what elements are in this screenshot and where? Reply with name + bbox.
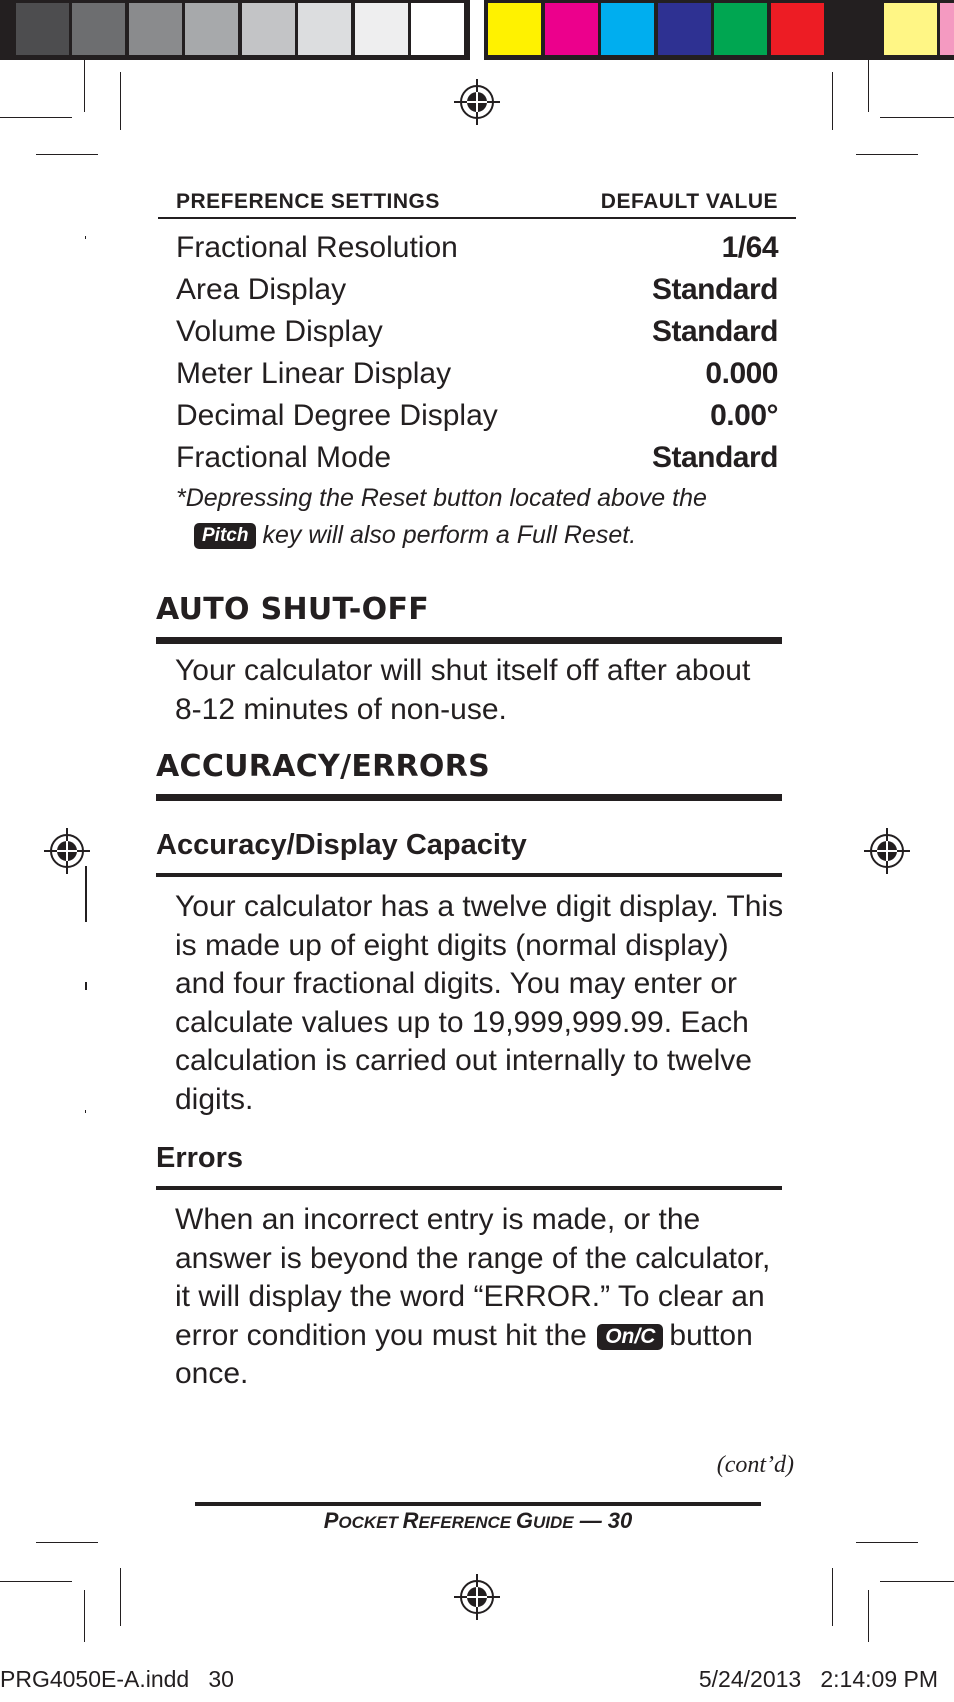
setting-name: Fractional Mode: [176, 441, 392, 474]
reset-note-line2: key will also perform a Full Reset.: [262, 521, 637, 549]
setting-default-value: 1/64: [721, 231, 778, 264]
color-swatch: [771, 3, 824, 55]
setting-name: Volume Display: [176, 315, 383, 348]
color-swatch: [16, 3, 69, 55]
registration-mark-icon: [452, 77, 502, 127]
crop-mark: [36, 154, 98, 155]
errors-body-text-end: button once.: [175, 1318, 753, 1390]
footer-letter: G: [515, 1508, 533, 1533]
setting-default-value: 0.000: [705, 357, 778, 390]
color-swatch: [129, 3, 182, 55]
color-swatch: [242, 3, 295, 55]
section-rule: [156, 637, 782, 644]
column-header-default: DEFAULT VALUE: [600, 190, 778, 213]
footer-letter-small: EFERENCE: [418, 1513, 516, 1532]
table-row: [176, 395, 778, 437]
color-swatch: [827, 3, 880, 55]
footer-letter-small: UIDE: [532, 1513, 574, 1532]
page-number: — 30: [573, 1508, 633, 1533]
setting-name: Fractional Resolution: [176, 231, 458, 264]
footer-rule: [195, 1502, 761, 1506]
crop-mark: [0, 1581, 72, 1582]
reset-note-line1: *Depressing the Reset button located above the: [176, 484, 707, 512]
errors-body: [175, 1201, 785, 1394]
color-swatch: [72, 3, 125, 55]
color-swatch: [940, 3, 954, 55]
color-swatch: [355, 3, 408, 55]
table-row: [176, 227, 778, 269]
continued-marker: (cont’d): [716, 1452, 794, 1478]
color-swatch: [658, 3, 711, 55]
section-rule: [156, 794, 782, 801]
reset-note: [176, 480, 776, 554]
setting-name: Area Display: [176, 273, 347, 306]
footer-letter-small: OCKET: [338, 1513, 403, 1532]
crop-mark: [868, 60, 869, 112]
color-swatch: [411, 3, 464, 55]
display-capacity-body: Your calculator has a twelve digit display. This is made up of eight digits (normal display) and four fractional digits. You may enter or calculate values up to 19,999,999.99. Each calculation is carried out internally to twelve digits.: [175, 890, 784, 1116]
setting-name: Meter Linear Display: [176, 357, 452, 390]
crop-mark: [84, 60, 85, 112]
fold-mark: [85, 1110, 86, 1113]
fold-mark: [85, 236, 86, 239]
crop-mark: [84, 1590, 85, 1642]
table-row: [176, 353, 778, 395]
color-swatch: [185, 3, 238, 55]
crop-mark: [832, 72, 833, 130]
setting-name: Decimal Degree Display: [176, 399, 498, 432]
table-header-rule: [158, 217, 796, 219]
color-swatch: [488, 3, 541, 55]
color-swatch: [298, 3, 351, 55]
crop-mark: [36, 1542, 98, 1543]
color-calibration-bar: [0, 0, 954, 60]
footer-letter: R: [402, 1508, 419, 1533]
color-swatch: [0, 3, 12, 55]
on-c-key-icon: On/C: [597, 1324, 663, 1350]
column-header-setting: PREFERENCE SETTINGS: [176, 190, 440, 213]
color-swatch: [545, 3, 598, 55]
subsection-rule: [156, 873, 782, 877]
subsection-title-display-capacity: Accuracy/Display Capacity: [156, 829, 527, 861]
auto-shutoff-body: Your calculator will shut itself off after about 8-12 minutes of non-use.: [175, 654, 751, 726]
fold-mark: [85, 982, 87, 990]
slug-filename: PRG4050E-A.indd 30: [0, 1666, 234, 1692]
section-title-accuracy-errors: ACCURACY/ERRORS: [156, 749, 491, 784]
preference-table: [176, 227, 778, 479]
slug-timestamp: 5/24/2013 2:14:09 PM: [698, 1666, 938, 1692]
setting-default-value: 0.00°: [710, 399, 778, 432]
registration-mark-icon: [862, 826, 912, 876]
registration-mark-icon: [42, 826, 92, 876]
color-swatch: [884, 3, 937, 55]
pitch-key-icon: Pitch: [194, 523, 256, 549]
page-footer: [195, 1508, 761, 1534]
registration-mark-icon: [452, 1572, 502, 1622]
section-title-auto-shutoff: AUTO SHUT-OFF: [156, 592, 430, 627]
color-swatch: [714, 3, 767, 55]
setting-default-value: Standard: [651, 273, 778, 306]
setting-default-value: Standard: [651, 315, 778, 348]
table-row: [176, 437, 778, 479]
table-header: [176, 190, 778, 214]
footer-letter: P: [323, 1508, 339, 1533]
color-swatch: [601, 3, 654, 55]
crop-mark: [120, 1568, 121, 1626]
crop-mark: [856, 1542, 918, 1543]
table-row: [176, 269, 778, 311]
subsection-title-errors: Errors: [156, 1142, 244, 1174]
crop-mark: [120, 72, 121, 130]
crop-mark: [880, 1581, 954, 1582]
crop-mark: [0, 117, 72, 118]
crop-mark: [868, 1590, 869, 1642]
setting-default-value: Standard: [651, 441, 778, 474]
subsection-rule: [156, 1186, 782, 1190]
errors-body-text: When an incorrect entry is made, or the answer is beyond the range of the calculator, it will display the word “ERROR.” To clear an error condition you must hit the: [175, 1203, 771, 1352]
crop-mark: [832, 1568, 833, 1626]
table-row: [176, 311, 778, 353]
crop-mark: [856, 154, 918, 155]
crop-mark: [880, 117, 954, 118]
